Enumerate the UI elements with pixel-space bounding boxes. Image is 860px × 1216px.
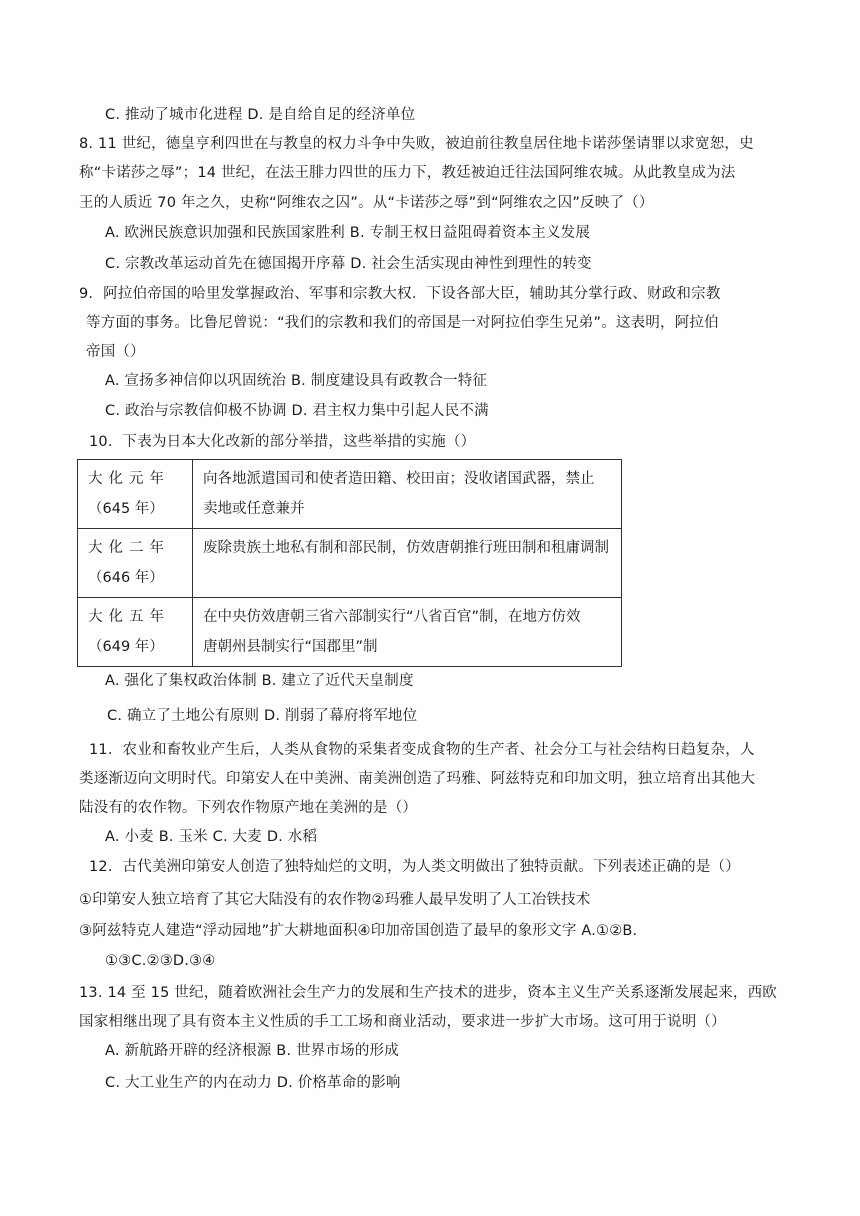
era-name: 大化元年: [88, 471, 170, 487]
era-year: （645 年）: [88, 501, 164, 517]
q8-options-cd: C. 宗教改革运动首先在德国揭开序幕 D. 社会生活实现由神性到理性的转变: [105, 256, 592, 272]
q13-options-ab: A. 新航路开辟的经济根源 B. 世界市场的形成: [105, 1043, 399, 1059]
table-row: [78, 460, 622, 529]
q11-stem-line-3: 陆没有的农作物。下列农作物原产地在美洲的是（）: [79, 800, 418, 816]
era-year: （649 年）: [88, 639, 164, 655]
table-row: [78, 529, 622, 598]
era-name: 大化二年: [88, 540, 170, 556]
q10-options-cd: C. 确立了土地公有原则 D. 削弱了幕府将军地位: [107, 708, 418, 724]
measure-line: 在中央仿效唐朝三省六部制实行“八省百官”制，在地方仿效: [203, 609, 581, 625]
table-cell-measure: [193, 529, 622, 598]
q13-stem-line-1: 13. 14 至 15 世纪，随着欧洲社会生产力的发展和生产技术的进步，资本主义生产关系逐渐发展起来，西欧: [79, 985, 777, 1001]
q8-stem-line-3: 王的人质近 70 年之久，史称“阿维农之囚”。从“卡诺莎之辱”到“阿维农之囚”反映了（）: [79, 195, 654, 211]
q8-options-ab: A. 欧洲民族意识加强和民族国家胜利 B. 专制王权日益阻碍着资本主义发展: [105, 225, 591, 241]
table-cell-era: [78, 529, 193, 598]
q12-options: ①③C.②③D.③④: [105, 953, 216, 969]
q13-options-cd: C. 大工业生产的内在动力 D. 价格革命的影响: [105, 1075, 401, 1091]
q7-options-cd: C. 推动了城市化进程 D. 是自给自足的经济单位: [105, 107, 416, 123]
q12-statement-line-2: ③阿兹特克人建造“浮动园地”扩大耕地面积④印加帝国创造了最早的象形文字 A.①②B.: [79, 923, 638, 939]
q12-statement-line-1: ①印第安人独立培育了其它大陆没有的农作物②玛雅人最早发明了人工冶铁技术: [79, 892, 591, 908]
q11-stem-line-1: 11．农业和畜牧业产生后，人类从食物的采集者变成食物的生产者、社会分工与社会结构日趋复杂，人: [89, 742, 755, 758]
q8-stem-line-2: 称“卡诺莎之辱”；14 世纪，在法王腓力四世的压力下，教廷被迫迁往法国阿维农城。从此教皇成为法: [79, 165, 736, 181]
q9-stem-line-3: 帝国（）: [86, 344, 145, 360]
table-cell-era: [78, 460, 193, 529]
q10-options-ab: A. 强化了集权政治体制 B. 建立了近代天皇制度: [105, 673, 414, 689]
taika-reform-table: [77, 459, 622, 667]
measure-line: 卖地或任意兼并: [203, 501, 305, 517]
q12-stem: 12．古代美洲印第安人创造了独特灿烂的文明，为人类文明做出了独特贡献。下列表述正确的是（）: [89, 859, 740, 875]
q9-stem-line-2: 等方面的事务。比鲁尼曾说：“我们的宗教和我们的帝国是一对阿拉伯孪生兄弟”。这表明，阿拉伯: [86, 315, 719, 331]
table-cell-measure: [193, 460, 622, 529]
table-cell-era: [78, 598, 193, 667]
q11-options: A. 小麦 B. 玉米 C. 大麦 D. 水稻: [105, 829, 318, 845]
measure-line: 向各地派遣国司和使者造田籍、校田亩；没收诸国武器，禁止: [203, 471, 595, 487]
q13-stem-line-2: 国家相继出现了具有资本主义性质的手工工场和商业活动，要求进一步扩大市场。这可用于说明（）: [79, 1014, 726, 1030]
table-cell-measure: [193, 598, 622, 667]
q9-options-cd: C. 政治与宗教信仰极不协调 D. 君主权力集中引起人民不满: [105, 403, 489, 419]
q8-stem-line-1: 8. 11 世纪，德皇亨利四世在与教皇的权力斗争中失败，被迫前往教皇居住地卡诺莎堡请罪以求宽恕，史: [79, 136, 754, 152]
measure-line: 废除贵族土地私有制和部民制，仿效唐朝推行班田制和租庸调制: [203, 540, 609, 556]
q10-stem: 10．下表为日本大化改新的部分举措，这些举措的实施（）: [89, 434, 476, 450]
table-row: [78, 598, 622, 667]
era-year: （646 年）: [88, 570, 164, 586]
measure-line: 唐朝州县制实行“国郡里”制: [203, 639, 378, 655]
q9-stem-line-1: 9．阿拉伯帝国的哈里发掌握政治、军事和宗教大权．下设各部大臣，辅助其分掌行政、财政和宗教: [79, 286, 721, 302]
era-name: 大化五年: [88, 609, 170, 625]
q9-options-ab: A. 宣扬多神信仰以巩固统治 B. 制度建设具有政教合一特征: [105, 373, 488, 389]
q11-stem-line-2: 类逐渐迈向文明时代。印第安人在中美洲、南美洲创造了玛雅、阿兹特克和印加文明，独立培育出其他大: [79, 771, 756, 787]
